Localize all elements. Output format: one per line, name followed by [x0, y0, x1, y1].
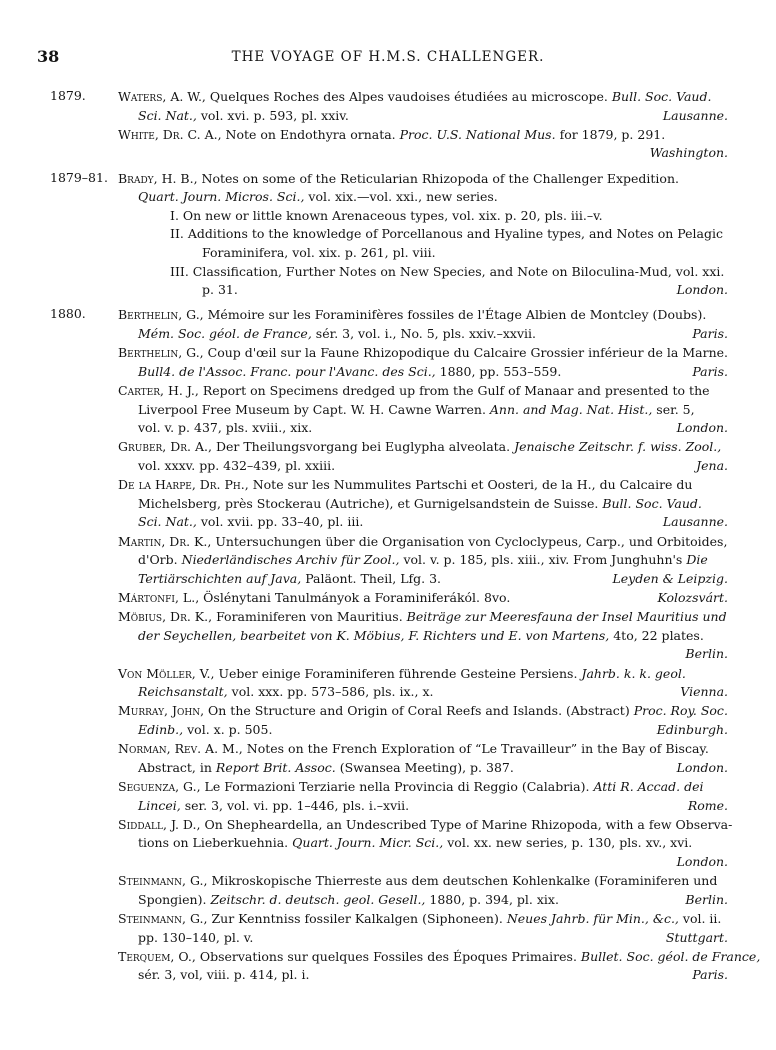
entry-year: 1879–81.	[50, 169, 108, 185]
series-part: Foraminifera, vol. xix. p. 261, pl. viii.	[202, 245, 436, 260]
series-part: I. On new or little known Arenaceous types, vol. xix. p. 20, pls. iii.–v.	[170, 207, 603, 223]
publication-place: Berlin.	[685, 891, 728, 907]
entry-line	[118, 872, 728, 890]
entry-detail: vol. xxx. pp. 573–586, pls. ix., x.	[231, 684, 434, 700]
entry-line	[118, 438, 728, 456]
entry-title: Note on Endothyra ornata.	[225, 126, 396, 142]
entry-line	[170, 225, 728, 243]
journal-title: Bull. Soc. Vaud.	[611, 89, 712, 104]
entry-title: Le Formazioni Terziarie nella Provincia di Reggio (Calabria).	[204, 779, 590, 794]
journal-title: Report Brit. Assoc.	[215, 759, 336, 775]
series-part: II. Additions to the knowledge of Porcellanous and Hyaline types, and Notes on Pelagic	[170, 226, 723, 242]
author-name: Carter, H. J.,	[118, 383, 199, 398]
entry-line	[118, 910, 728, 928]
publication-place: Lausanne.	[662, 107, 728, 123]
publication-place: Lausanne.	[662, 514, 728, 530]
author-name: Murray, John,	[118, 703, 205, 719]
journal-title: Mém. Soc. géol. de France,	[138, 326, 312, 341]
running-title: THE VOYAGE OF H.M.S. CHALLENGER.	[231, 49, 545, 65]
entry-detail: ser. 5,	[656, 401, 695, 417]
entry-detail: d'Orb.	[138, 552, 178, 568]
entry-detail: ser. 3, vol. vi. pp. 1–446, pls. i.–xvii.	[184, 797, 410, 813]
entry-line	[138, 325, 728, 343]
entry-line	[138, 107, 728, 125]
journal-title: der Seychellen, bearbeitet von K. Möbius, F. Richters und E. von Martens,	[138, 627, 610, 643]
author-name: Berthelin, G.,	[118, 307, 204, 323]
entry-line	[138, 419, 728, 437]
entry-title: Report on Specimens dredged up from the Gulf of Manaar and presented to the	[202, 383, 710, 398]
journal-title: Reichsanstalt,	[138, 684, 228, 700]
entry-line	[138, 683, 728, 701]
journal-title: Quart. Journ. Micr. Sci.,	[292, 835, 444, 851]
entry-detail: Liverpool Free Museum by Capt. W. H. Cawne Warren.	[138, 401, 486, 417]
journal-title: Sci. Nat.,	[138, 107, 197, 123]
entry-line	[118, 665, 728, 683]
entry-title: Mémoire sur les Foraminifères fossiles de l'Étage Albien de Montcley (Doubs).	[207, 307, 707, 323]
entry-title: Öslénytani Tanulmányok a Foraminiferákól. 8vo.	[203, 590, 511, 605]
entry-detail: vol. xx. new series, p. 130, pls. xv., xvi.	[447, 835, 693, 851]
journal-title: Jenaische Zeitschr. f. wiss. Zool.,	[514, 439, 722, 455]
journal-title: Sci. Nat.,	[138, 514, 197, 530]
entry-line	[118, 126, 728, 144]
page-number: 38	[37, 47, 60, 66]
entry-line	[118, 816, 733, 834]
entry-line	[118, 344, 728, 362]
author-name: White, Dr. C. A.,	[118, 126, 222, 142]
entry-year: 1880.	[50, 306, 86, 322]
entry-detail: Michelsberg, près Stockerau (Autriche), et Gurnigelsandstein de Suisse.	[138, 495, 599, 511]
author-name: Waters, A. W.,	[118, 89, 206, 104]
author-name: Martin, Dr. K.,	[118, 533, 212, 549]
entry-detail: vol. v. p. 437, pls. xviii., xix.	[138, 420, 313, 436]
entry-line	[118, 88, 728, 106]
journal-title: Edinb.,	[138, 722, 184, 737]
publication-place: Stuttgart.	[665, 929, 728, 945]
entry-line	[138, 513, 728, 531]
entry-detail: Paläont. Theil, Lfg. 3.	[305, 570, 442, 586]
author-name: Gruber, Dr. A.,	[118, 439, 212, 455]
entry-line	[118, 608, 728, 626]
entry-line	[118, 170, 728, 188]
entry-line	[118, 740, 728, 758]
entry-detail: (Swansea Meeting), p. 387.	[339, 759, 514, 775]
publication-place: Edinburgh.	[656, 722, 728, 737]
author-name: Möbius, Dr. K.,	[118, 609, 213, 625]
journal-title: Niederländisches Archiv für Zool.,	[181, 552, 400, 568]
entry-detail: sér. 3, vol. i., No. 5, pls. xxiv.–xxvii.	[315, 326, 536, 341]
entry-line	[138, 929, 728, 947]
journal-title: Neues Jahrb. für Min., &c.,	[506, 911, 679, 926]
journal-title: Zeitschr. d. deutsch. geol. Gesell.,	[210, 891, 426, 907]
entry-line	[138, 721, 728, 739]
entry-line	[138, 627, 728, 645]
entry-year: 1879.	[50, 88, 86, 103]
entry-line	[138, 188, 728, 206]
entry-title: Notes on some of the Reticularian Rhizopoda of the Challenger Expedition.	[201, 170, 679, 186]
publication-place: Paris.	[692, 967, 728, 983]
publication-place: Paris.	[692, 363, 728, 379]
entry-title: Untersuchungen über die Organisation von Cycloclypeus, Carp., und Orbitoides,	[215, 533, 728, 549]
entry-line	[202, 281, 728, 299]
journal-title: Proc. U.S. National Mus.	[399, 126, 556, 142]
entry-line	[118, 778, 728, 796]
entry-line	[138, 401, 728, 419]
entry-line	[118, 382, 728, 400]
entry-title: Observations sur quelques Fossiles des Époques Primaires.	[199, 948, 577, 964]
entry-detail: 1880, pp. 553–559.	[439, 363, 562, 379]
page-header	[0, 47, 776, 69]
publication-place: Leyden & Leipzig.	[612, 570, 728, 586]
entry-line	[118, 948, 761, 966]
author-name: Von Möller, V.,	[118, 665, 215, 681]
entry-detail: Abstract, in	[138, 759, 212, 775]
entry-detail: 4to, 22 plates.	[613, 627, 704, 643]
journal-title: Atti R. Accad. dei	[593, 779, 704, 794]
journal-title: Tertiärschichten auf Java,	[138, 570, 302, 586]
series-part: p. 31.	[202, 282, 238, 298]
publication-place: London.	[676, 282, 728, 298]
entry-detail: vol. v. p. 185, pls. xiii., xiv. From Junghuhn's	[403, 552, 683, 568]
publication-place: London.	[676, 420, 728, 436]
entry-line	[170, 263, 728, 281]
publication-place: Berlin.	[685, 646, 728, 662]
publication-place: Washington.	[649, 145, 728, 161]
journal-title: Ann. and Mag. Nat. Hist.,	[489, 401, 653, 417]
entry-title: Der Theilungsvorgang bei Euglypha alveolata.	[215, 439, 511, 455]
entry-title: On Shepheardella, an Undescribed Type of Marine Rhizopoda, with a few Observa-	[204, 816, 733, 832]
entry-title: Ueber einige Foraminiferen führende Gesteine Persiens.	[218, 665, 578, 681]
entry-line	[118, 702, 728, 720]
entry-detail: for 1879, p. 291.	[559, 126, 666, 142]
entry-detail: vol. xvi. p. 593, pl. xxiv.	[200, 107, 349, 123]
entry-detail: tions on Lieberkuehnia.	[138, 835, 289, 851]
author-name: Terquem, O.,	[118, 948, 196, 964]
author-name: Norman, Rev. A. M.,	[118, 741, 243, 757]
entry-line	[118, 476, 728, 494]
entry-detail: vol. xvii. pp. 33–40, pl. iii.	[200, 514, 364, 530]
journal-title: Bullet. Soc. géol. de France,	[580, 948, 761, 964]
author-name: Seguenza, G.,	[118, 779, 201, 794]
entry-title: Coup d'œil sur la Faune Rhizopodique du Calcaire Grossier inférieur de la Marne.	[207, 345, 728, 361]
entry-detail: vol. x. p. 505.	[187, 722, 273, 737]
entry-detail: 1880, p. 394, pl. xix.	[429, 891, 559, 907]
author-name: Siddall, J. D.,	[118, 816, 201, 832]
publication-place: London.	[676, 854, 728, 869]
entry-title: Notes on the French Exploration of “Le Travailleur” in the Bay of Biscay.	[246, 741, 709, 757]
author-name: Steinmann, G.,	[118, 873, 208, 889]
journal-title: Bull4. de l'Assoc. Franc. pour l'Avanc. des Sci.,	[138, 363, 436, 379]
entry-detail: vol. xix.—vol. xxi., new series.	[308, 189, 498, 205]
journal-title: Lincei,	[138, 797, 181, 813]
publication-place: Vienna.	[680, 684, 728, 700]
author-name: Steinmann, G.,	[118, 911, 208, 926]
entry-line	[138, 363, 728, 381]
entry-line	[138, 797, 728, 815]
series-part: III. Classification, Further Notes on New Species, and Note on Biloculina-Mud, vol. xxi.	[170, 263, 725, 279]
journal-title: Beiträge zur Meeresfauna der Insel Mauritius und	[406, 609, 727, 625]
entry-detail: Spongien).	[138, 891, 207, 907]
journal-title: Bull. Soc. Vaud.	[602, 495, 702, 511]
entry-title: Note sur les Nummulites Partschi et Oosteri, de la H., du Calcaire du	[252, 477, 693, 493]
entry-line	[138, 495, 728, 513]
author-name: De la Harpe, Dr. Ph.,	[118, 477, 249, 493]
entry-title: Quelques Roches des Alpes vaudoises étudiées au microscope.	[209, 89, 608, 104]
entry-title: Zur Kenntniss fossiler Kalkalgen (Siphoneen).	[211, 911, 503, 926]
publication-place: Rome.	[687, 797, 728, 813]
publication-place: Paris.	[692, 326, 728, 341]
entry-line	[138, 551, 728, 569]
entry-detail: sér. 3, vol, viii. p. 414, pl. i.	[138, 967, 310, 983]
journal-title: Jahrb. k. k. geol.	[581, 665, 686, 681]
entry-line	[202, 244, 728, 262]
publication-place: Kolozsvárt.	[657, 590, 728, 605]
entry-line	[138, 966, 728, 984]
entry-line	[138, 759, 728, 777]
publication-place: Jena.	[696, 458, 728, 473]
entry-detail: pp. 130–140, pl. v.	[138, 929, 254, 945]
entry-detail: vol. ii.	[682, 911, 722, 926]
author-name: Berthelin, G.,	[118, 345, 204, 361]
publication-place: London.	[676, 759, 728, 775]
entry-line	[170, 207, 728, 225]
entry-line	[138, 834, 728, 852]
entry-detail: vol. xxxv. pp. 432–439, pl. xxiii.	[138, 458, 336, 473]
entry-line	[118, 306, 728, 324]
entry-title: On the Structure and Origin of Coral Reefs and Islands. (Abstract)	[208, 703, 630, 719]
entry-line	[118, 589, 728, 607]
author-name: Brady, H. B.,	[118, 170, 198, 186]
journal-title: Quart. Journ. Micros. Sci.,	[138, 189, 305, 205]
entry-line	[138, 891, 728, 909]
author-name: Mártonfi, L.,	[118, 590, 200, 605]
entry-line	[138, 457, 728, 475]
entry-title: Mikroskopische Thierreste aus dem deutschen Kohlenkalke (Foraminiferen und	[211, 873, 718, 889]
entry-line	[118, 533, 728, 551]
journal-title: Die	[686, 552, 708, 568]
journal-title: Proc. Roy. Soc.	[633, 703, 728, 719]
entry-title: Foraminiferen von Mauritius.	[216, 609, 403, 625]
